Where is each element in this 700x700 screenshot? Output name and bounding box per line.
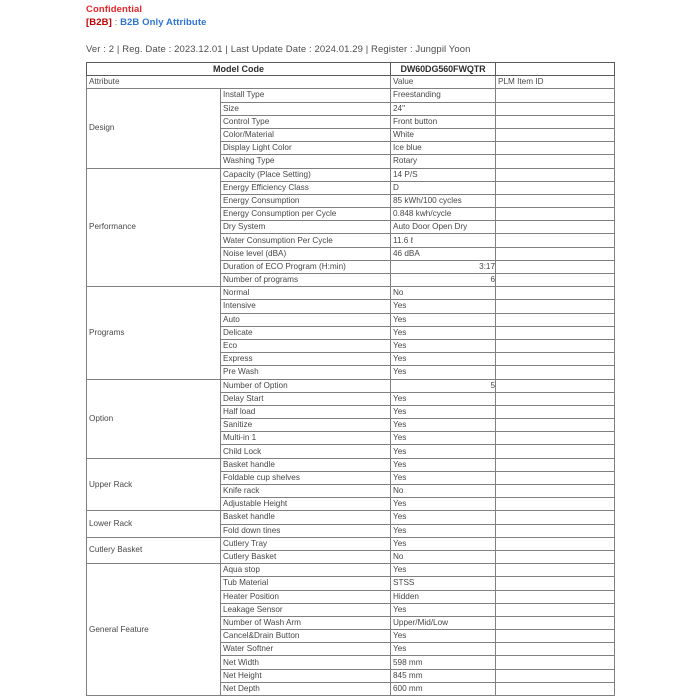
plm-item-id — [496, 682, 615, 695]
plm-item-id — [496, 234, 615, 247]
plm-item-id — [496, 221, 615, 234]
column-header-attribute: Attribute — [87, 76, 391, 89]
attribute-name: Color/Material — [221, 128, 391, 141]
attribute-value: Yes — [391, 419, 496, 432]
attribute-value: White — [391, 128, 496, 141]
attribute-name: Duration of ECO Program (H:min) — [221, 260, 391, 273]
attribute-name: Basket handle — [221, 511, 391, 524]
plm-item-id — [496, 155, 615, 168]
attribute-name: Number of programs — [221, 274, 391, 287]
plm-item-id — [496, 208, 615, 221]
attribute-value: Yes — [391, 445, 496, 458]
plm-item-id — [496, 194, 615, 207]
attribute-value: Yes — [391, 537, 496, 550]
attribute-name: Capacity (Place Setting) — [221, 168, 391, 181]
attribute-name: Knife rack — [221, 485, 391, 498]
attribute-value: Yes — [391, 326, 496, 339]
plm-item-id — [496, 326, 615, 339]
plm-item-id — [496, 392, 615, 405]
attribute-name: Water Softner — [221, 643, 391, 656]
attribute-name: Adjustable Height — [221, 498, 391, 511]
attribute-value: Yes — [391, 511, 496, 524]
plm-item-id — [496, 274, 615, 287]
attribute-value: Front button — [391, 115, 496, 128]
attribute-value: Yes — [391, 353, 496, 366]
attribute-name: Eco — [221, 339, 391, 352]
plm-item-id — [496, 313, 615, 326]
attribute-name: Auto — [221, 313, 391, 326]
attribute-name: Net Width — [221, 656, 391, 669]
spec-table — [86, 62, 615, 696]
attribute-value: STSS — [391, 577, 496, 590]
attribute-value: Yes — [391, 471, 496, 484]
document-header — [0, 0, 700, 56]
attribute-name: Delicate — [221, 326, 391, 339]
attribute-value: Yes — [391, 339, 496, 352]
plm-item-id — [496, 643, 615, 656]
plm-item-id — [496, 432, 615, 445]
attribute-name: Install Type — [221, 89, 391, 102]
attribute-value: Rotary — [391, 155, 496, 168]
table-row — [87, 458, 615, 471]
plm-item-id — [496, 630, 615, 643]
plm-item-id — [496, 353, 615, 366]
attribute-name: Foldable cup shelves — [221, 471, 391, 484]
group-label-upper-rack: Upper Rack — [87, 458, 221, 511]
plm-item-id — [496, 142, 615, 155]
attribute-name: Tub Material — [221, 577, 391, 590]
plm-item-id — [496, 485, 615, 498]
attribute-value: Yes — [391, 300, 496, 313]
group-label-general-feature: General Feature — [87, 564, 221, 696]
attribute-value: No — [391, 485, 496, 498]
plm-item-id — [496, 656, 615, 669]
attribute-value: 0.848 kwh/cycle — [391, 208, 496, 221]
plm-item-id — [496, 564, 615, 577]
attribute-name: Sanitize — [221, 419, 391, 432]
attribute-value: 85 kWh/100 cycles — [391, 194, 496, 207]
plm-item-id — [496, 260, 615, 273]
table-header-row — [87, 63, 615, 76]
plm-item-id — [496, 511, 615, 524]
model-code-title: Model Code — [87, 63, 391, 76]
attribute-value: 6 — [391, 274, 496, 287]
plm-item-id — [496, 102, 615, 115]
attribute-value: 5 — [391, 379, 496, 392]
group-label-lower-rack: Lower Rack — [87, 511, 221, 537]
plm-item-id — [496, 458, 615, 471]
attribute-name: Energy Efficiency Class — [221, 181, 391, 194]
attribute-value: Yes — [391, 564, 496, 577]
plm-item-id — [496, 590, 615, 603]
attribute-name: Noise level (dBA) — [221, 247, 391, 260]
model-code-value: DW60DG560FWQTR — [391, 63, 496, 76]
attribute-value: Yes — [391, 405, 496, 418]
attribute-value: Yes — [391, 643, 496, 656]
column-header-value: Value — [391, 76, 496, 89]
plm-item-id — [496, 366, 615, 379]
plm-item-id — [496, 498, 615, 511]
attribute-value: No — [391, 287, 496, 300]
b2b-notice — [86, 16, 700, 29]
attribute-name: Net Height — [221, 669, 391, 682]
table-row — [87, 379, 615, 392]
attribute-value: Yes — [391, 366, 496, 379]
plm-item-id — [496, 168, 615, 181]
plm-item-id — [496, 445, 615, 458]
table-row — [87, 564, 615, 577]
attribute-value: Hidden — [391, 590, 496, 603]
attribute-value: Auto Door Open Dry — [391, 221, 496, 234]
attribute-value: 598 mm — [391, 656, 496, 669]
plm-item-id — [496, 128, 615, 141]
plm-item-id — [496, 471, 615, 484]
plm-item-id — [496, 379, 615, 392]
column-header-row — [87, 76, 615, 89]
attribute-name: Washing Type — [221, 155, 391, 168]
b2b-separator: : — [111, 17, 121, 28]
b2b-description: B2B Only Attribute — [120, 17, 207, 28]
attribute-value: Ice blue — [391, 142, 496, 155]
attribute-name: Leakage Sensor — [221, 603, 391, 616]
group-label-option: Option — [87, 379, 221, 458]
plm-item-id — [496, 115, 615, 128]
attribute-value: 24" — [391, 102, 496, 115]
attribute-name: Aqua stop — [221, 564, 391, 577]
attribute-value: Yes — [391, 392, 496, 405]
confidential-label: Confidential — [86, 4, 143, 15]
plm-item-id — [496, 287, 615, 300]
plm-item-id — [496, 300, 615, 313]
attribute-name: Water Consumption Per Cycle — [221, 234, 391, 247]
attribute-value: Yes — [391, 524, 496, 537]
attribute-value: Yes — [391, 630, 496, 643]
table-row — [87, 511, 615, 524]
attribute-name: Half load — [221, 405, 391, 418]
plm-item-id — [496, 89, 615, 102]
plm-item-id — [496, 669, 615, 682]
attribute-value: D — [391, 181, 496, 194]
group-label-performance: Performance — [87, 168, 221, 287]
attribute-name: Display Light Color — [221, 142, 391, 155]
attribute-value: No — [391, 550, 496, 563]
attribute-value: 600 mm — [391, 682, 496, 695]
column-header-plm: PLM Item ID — [496, 76, 615, 89]
plm-item-id — [496, 577, 615, 590]
attribute-value: 845 mm — [391, 669, 496, 682]
plm-item-id — [496, 405, 615, 418]
model-code-empty-cell — [496, 63, 615, 76]
attribute-value: Yes — [391, 313, 496, 326]
group-label-programs: Programs — [87, 287, 221, 379]
attribute-name: Express — [221, 353, 391, 366]
attribute-name: Basket handle — [221, 458, 391, 471]
attribute-name: Size — [221, 102, 391, 115]
attribute-value: Upper/Mid/Low — [391, 616, 496, 629]
plm-item-id — [496, 181, 615, 194]
plm-item-id — [496, 524, 615, 537]
attribute-name: Energy Consumption — [221, 194, 391, 207]
attribute-name: Intensive — [221, 300, 391, 313]
group-label-cutlery-basket: Cutlery Basket — [87, 537, 221, 563]
attribute-value: Yes — [391, 498, 496, 511]
plm-item-id — [496, 616, 615, 629]
attribute-value: 3:17 — [391, 260, 496, 273]
table-row — [87, 287, 615, 300]
plm-item-id — [496, 537, 615, 550]
attribute-value: Yes — [391, 603, 496, 616]
attribute-value: 11.6 ℓ — [391, 234, 496, 247]
plm-item-id — [496, 247, 615, 260]
attribute-name: Normal — [221, 287, 391, 300]
table-row — [87, 168, 615, 181]
table-row — [87, 537, 615, 550]
attribute-name: Cutlery Basket — [221, 550, 391, 563]
attribute-name: Energy Consumption per Cycle — [221, 208, 391, 221]
attribute-name: Delay Start — [221, 392, 391, 405]
document-meta-line: Ver : 2 | Reg. Date : 2023.12.01 | Last Update Date : 2024.01.29 | Register : Jungpil Yoon — [86, 44, 471, 55]
attribute-name: Fold down tines — [221, 524, 391, 537]
attribute-name: Net Depth — [221, 682, 391, 695]
b2b-tag: [B2B] — [86, 17, 112, 28]
attribute-value: Yes — [391, 458, 496, 471]
spec-table-wrapper — [86, 62, 614, 696]
plm-item-id — [496, 419, 615, 432]
attribute-value: Yes — [391, 432, 496, 445]
plm-item-id — [496, 339, 615, 352]
attribute-name: Child Lock — [221, 445, 391, 458]
attribute-name: Pre Wash — [221, 366, 391, 379]
attribute-name: Multi-in 1 — [221, 432, 391, 445]
attribute-name: Number of Option — [221, 379, 391, 392]
attribute-name: Cancel&Drain Button — [221, 630, 391, 643]
attribute-name: Dry System — [221, 221, 391, 234]
attribute-name: Cutlery Tray — [221, 537, 391, 550]
attribute-value: Freestanding — [391, 89, 496, 102]
attribute-value: 46 dBA — [391, 247, 496, 260]
attribute-name: Number of Wash Arm — [221, 616, 391, 629]
table-row — [87, 89, 615, 102]
attribute-name: Control Type — [221, 115, 391, 128]
plm-item-id — [496, 603, 615, 616]
plm-item-id — [496, 550, 615, 563]
attribute-value: 14 P/S — [391, 168, 496, 181]
attribute-name: Heater Position — [221, 590, 391, 603]
group-label-design: Design — [87, 89, 221, 168]
